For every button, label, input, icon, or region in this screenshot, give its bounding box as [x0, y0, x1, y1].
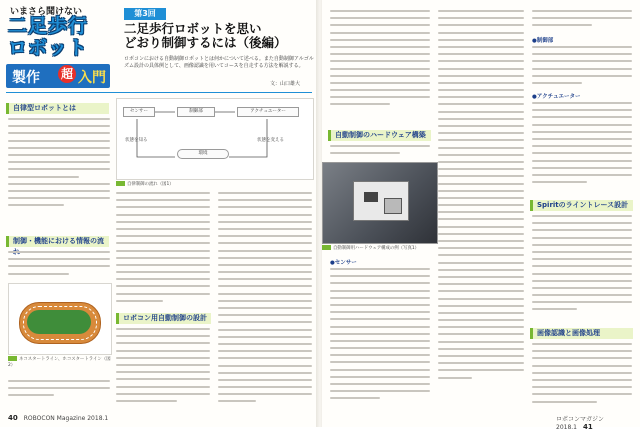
section-3-body-text: [116, 328, 210, 410]
right-column-text: [218, 192, 312, 410]
section-2-body-text: [8, 251, 110, 281]
photo-camera-module: [384, 198, 402, 214]
series-title-cho: 超: [58, 65, 76, 83]
series-title-line2: ロボット: [8, 37, 89, 59]
series-title: [6, 4, 110, 92]
header-divider: [6, 92, 312, 93]
diagram-caption: [116, 181, 312, 188]
page-number-right: 41: [583, 423, 593, 431]
footer-left: [8, 414, 108, 422]
rp-col1-lower-text: [330, 268, 430, 410]
photo-caption: [322, 245, 438, 252]
article-headline: [124, 22, 314, 50]
diagram-arrows: [117, 99, 313, 179]
diagram-box-controller: 制御部: [177, 107, 215, 117]
caption-marker: [8, 356, 17, 361]
photo-chip: [364, 192, 378, 202]
diagram-box-sensor: センサー: [123, 107, 155, 117]
left-column-tail-text: [8, 380, 110, 408]
track-figure-caption-text: ネコスタートライン、ホコスタートライン（図2）: [8, 357, 111, 368]
hardware-photo: [322, 162, 438, 244]
photo-caption-text: 自動制御用ハードウェア構成の例（写真1）: [333, 246, 420, 251]
footer-right: [556, 414, 640, 431]
photo-circuit-board: [353, 181, 409, 221]
section-heading-6: 画像認識と画像処理: [530, 328, 633, 339]
caption-marker: [322, 245, 331, 250]
article-headline-line-1: 二足歩行ロボットを思い: [124, 21, 262, 36]
article-headline-line-2: どおり制御するには（後編）: [124, 35, 287, 50]
section-5-body-text: [532, 215, 632, 319]
rp-col3-control-text: [532, 46, 632, 88]
section-1-body-text: [8, 118, 110, 214]
subheading-control: ●制御部: [532, 38, 554, 44]
issue-badge: 第3回: [124, 8, 166, 20]
diagram-label-sense: 状態を知る: [125, 138, 148, 143]
series-title-line1: 二足歩行: [8, 15, 89, 37]
caption-marker: [116, 181, 125, 186]
series-title-nyumon: 入門: [78, 70, 106, 86]
diagram-box-environment: 環境: [177, 149, 229, 159]
rp-col3-actuator-text: [532, 102, 632, 192]
diagram-caption-text: 自律制御の流れ（図1）: [127, 182, 174, 187]
section-6-body-text: [532, 343, 632, 409]
section-heading-1: 自律型ロボットとは: [6, 103, 109, 114]
footer-left-magazine: ROBOCON Magazine 2018.1: [23, 415, 109, 422]
control-flow-diagram: [116, 98, 314, 180]
article-lead: ロボコンにおける自動制御ロボットとは何かについて述べる。また自動制御アルゴルズム設計の具体例として、画像認識を用いてコースを自走する方法を解説する。: [124, 56, 314, 69]
section-heading-4: 自動制御のハードウェア構築: [328, 130, 431, 141]
section-4-body-text: [330, 145, 430, 159]
middle-column-text: [116, 192, 210, 310]
rp-col2-text: [438, 10, 524, 410]
track-figure: [8, 283, 112, 355]
footer-right-magazine: ロボコンマガジン 2018.1: [556, 416, 604, 431]
diagram-box-actuator: アクチュエーター: [237, 107, 299, 117]
section-heading-2: 制御・機能における情報の流: [6, 236, 109, 247]
rp-col1-text: [330, 10, 430, 118]
track-figure-caption: [8, 356, 112, 369]
section-heading-3: ロボコン用自動制御の設計: [116, 313, 211, 324]
page-number-left: 40: [8, 414, 18, 422]
track-guide-line: [23, 306, 97, 340]
series-kicker: いまさら聞けない: [10, 7, 83, 17]
article-author: 文：山口雄大: [270, 81, 301, 87]
subheading-sensor: ●センサー: [330, 260, 357, 266]
series-title-seisaku: 製作: [12, 70, 40, 86]
section-heading-5: Spiritのライントレース設計: [530, 200, 633, 211]
subheading-actuator: ●アクチュエーター: [532, 94, 581, 100]
rp-col3-top-text: [532, 10, 632, 32]
diagram-label-act: 状態を変える: [257, 138, 284, 143]
